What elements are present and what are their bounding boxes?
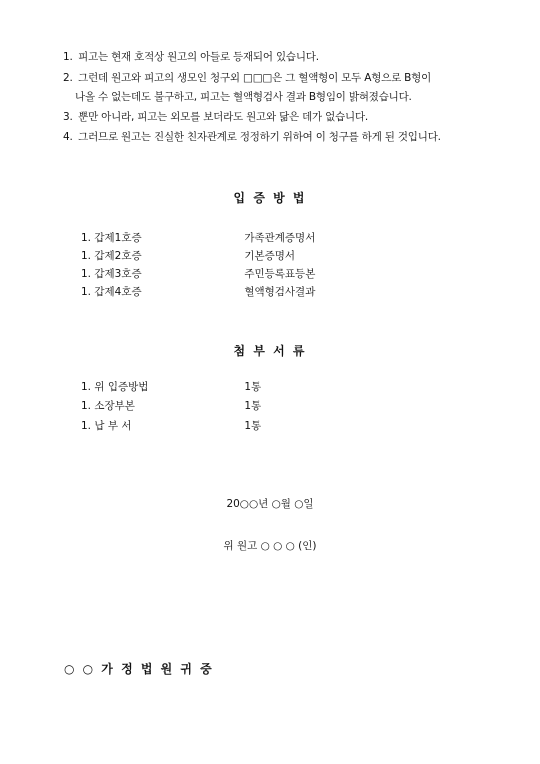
- evidence-value: 주민등록표등본: [244, 268, 316, 280]
- evidence-label: 1. 갑제3호증: [81, 268, 142, 280]
- attachment-item: [81, 419, 261, 433]
- attachment-value: 1통: [244, 381, 262, 393]
- evidence-item: [81, 267, 315, 281]
- claim-text: 뿐만 아니라, 피고는 외모를 보더라도 원고와 닮은 데가 없습니다.: [78, 111, 369, 123]
- attachments-section-title: 첨 부 서 류: [233, 344, 307, 358]
- claim-number: 1.: [63, 51, 73, 63]
- evidence-item: [81, 231, 315, 245]
- claim-2: [63, 71, 431, 85]
- claim-text: 그러므로 원고는 진실한 친자관계로 정정하기 위하여 이 청구를 하게 된 것입니다.: [78, 131, 441, 143]
- claim-number: 2.: [63, 72, 73, 84]
- claim-text: 피고는 현재 호적상 원고의 아들로 등재되어 있습니다.: [78, 51, 319, 63]
- filing-date: 20○○년 ○월 ○일: [226, 498, 314, 510]
- evidence-value: 혈액형검사결과: [244, 286, 316, 298]
- evidence-item: [81, 249, 295, 263]
- evidence-value: 가족관계증명서: [244, 232, 316, 244]
- evidence-section-title: 입 증 방 법: [233, 191, 307, 205]
- evidence-item: [81, 285, 315, 299]
- attachment-label: 1. 납 부 서: [81, 420, 132, 432]
- attachment-label: 1. 위 입증방법: [81, 381, 149, 393]
- claim-3: [63, 110, 368, 124]
- court-addressee: ○ ○ 가 정 법 원 귀 중: [64, 662, 214, 676]
- attachment-item: [81, 399, 261, 413]
- claim-number: 3.: [63, 111, 73, 123]
- attachment-label: 1. 소장부본: [81, 400, 135, 412]
- claim-4: [63, 130, 441, 144]
- evidence-label: 1. 갑제1호증: [81, 232, 142, 244]
- evidence-label: 1. 갑제2호증: [81, 250, 142, 262]
- claim-number: 4.: [63, 131, 73, 143]
- attachment-value: 1통: [244, 420, 262, 432]
- plaintiff-signature: 위 원고 ○ ○ ○ (인): [223, 540, 317, 552]
- evidence-label: 1. 갑제4호증: [81, 286, 142, 298]
- claim-text: 그런데 원고와 피고의 생모인 청구외 □□□은 그 혈액형이 모두 A형으로 B형이: [78, 72, 432, 84]
- attachment-value: 1통: [244, 400, 262, 412]
- evidence-value: 기본증명서: [244, 250, 296, 262]
- claim-2-continuation: 나올 수 없는데도 불구하고, 피고는 혈액형검사 결과 B형임이 밝혀졌습니다.: [75, 91, 412, 103]
- attachment-item: [81, 380, 261, 394]
- claim-1: [63, 50, 319, 64]
